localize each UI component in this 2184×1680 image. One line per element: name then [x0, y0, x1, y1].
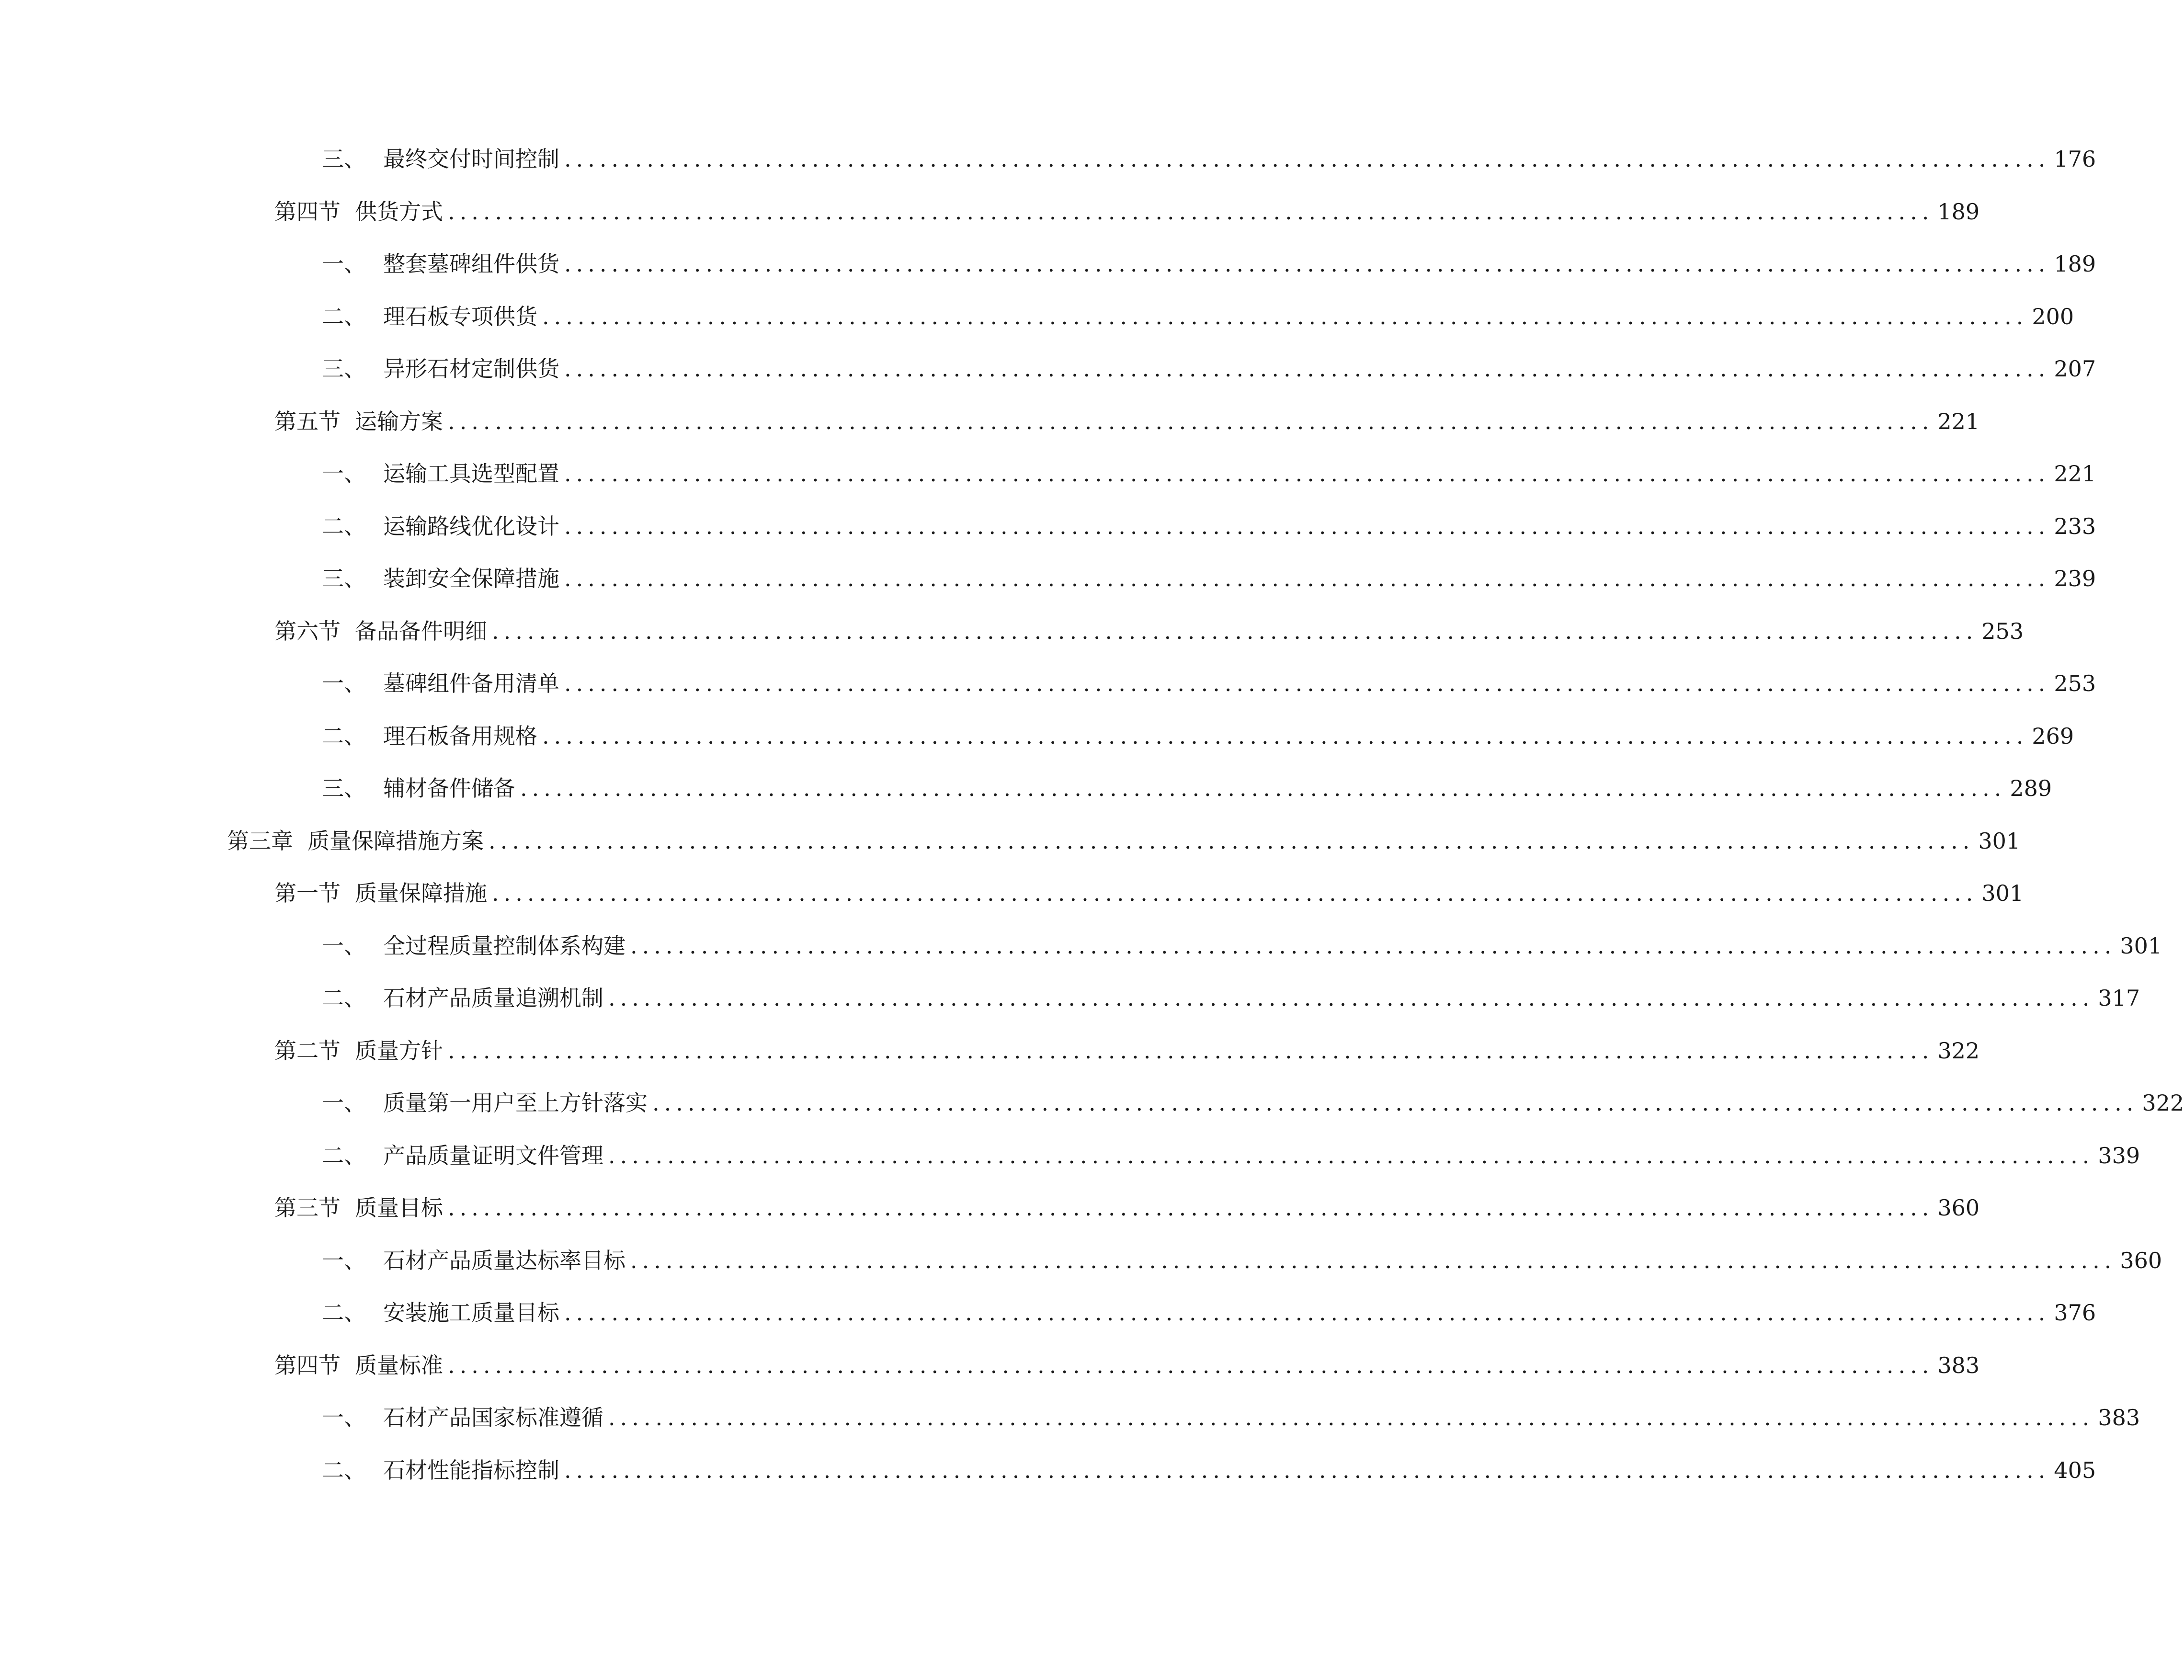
toc-entry-page: 269 — [2032, 723, 2074, 749]
toc-entry[interactable] — [322, 352, 2096, 386]
toc-dot-leader: .............................................................................................................................. — [564, 251, 2050, 277]
toc-entry[interactable] — [322, 457, 2096, 490]
toc-entry-prefix: 一、 — [322, 251, 366, 277]
toc-entry-prefix: 二、 — [322, 723, 366, 749]
toc-dot-leader: .............................................................................................................................. — [520, 775, 2006, 801]
toc-entry-title: 备品备件明细 — [355, 618, 487, 644]
toc-dot-leader: .............................................................................................................................. — [608, 1143, 2094, 1169]
toc-entry-page: 189 — [1937, 199, 1980, 225]
toc-entry-page: 233 — [2054, 513, 2096, 539]
toc-entry-page: 339 — [2098, 1143, 2140, 1169]
toc-entry[interactable] — [274, 1034, 1980, 1067]
toc-entry[interactable] — [322, 1453, 2096, 1487]
toc-entry-prefix: 第四节 — [274, 1352, 341, 1378]
toc-entry-page: 176 — [2054, 146, 2096, 172]
toc-entry-prefix: 第六节 — [274, 618, 341, 644]
toc-entry-prefix: 三、 — [322, 775, 366, 801]
toc-entry-title: 墓碑组件备用清单 — [383, 670, 559, 696]
toc-entry-page: 289 — [2010, 775, 2052, 801]
toc-entry[interactable] — [322, 1296, 2096, 1329]
toc-entry-prefix: 一、 — [322, 461, 366, 487]
toc-entry-prefix: 第二节 — [274, 1038, 341, 1064]
toc-entry[interactable] — [322, 772, 2052, 805]
toc-dot-leader: .............................................................................................................................. — [564, 566, 2050, 591]
toc-entry-title: 装卸安全保障措施 — [383, 566, 559, 591]
toc-dot-leader: .............................................................................................................................. — [542, 723, 2028, 749]
toc-entry-title: 质量目标 — [355, 1195, 443, 1221]
toc-dot-leader: .............................................................................................................................. — [448, 1038, 1934, 1064]
toc-entry-prefix: 第五节 — [274, 409, 341, 434]
toc-dot-leader: .............................................................................................................................. — [652, 1090, 2138, 1116]
toc-entry-title: 石材性能指标控制 — [383, 1457, 559, 1483]
toc-dot-leader: .............................................................................................................................. — [608, 1405, 2094, 1430]
toc-entry-page: 200 — [2032, 304, 2074, 329]
toc-entry-page: 301 — [2120, 933, 2162, 959]
toc-entry-page: 221 — [2054, 461, 2096, 487]
toc-entry-prefix: 第三章 — [227, 828, 293, 854]
toc-entry[interactable] — [322, 1086, 2184, 1120]
toc-entry[interactable] — [274, 1349, 1980, 1382]
toc-entry-title: 异形石材定制供货 — [383, 356, 559, 382]
toc-entry-prefix: 一、 — [322, 1405, 366, 1430]
toc-entry[interactable] — [322, 300, 2074, 333]
toc-entry-title: 供货方式 — [355, 199, 443, 225]
toc-entry[interactable] — [322, 1139, 2140, 1172]
toc-entry[interactable] — [322, 667, 2096, 700]
toc-entry-title: 整套墓碑组件供货 — [383, 251, 559, 277]
toc-entry-title: 质量方针 — [355, 1038, 443, 1064]
toc-entry-prefix: 二、 — [322, 1300, 366, 1326]
toc-entry-title: 运输路线优化设计 — [383, 513, 559, 539]
toc-entry-prefix: 一、 — [322, 933, 366, 959]
toc-entry[interactable] — [274, 614, 2024, 648]
toc-entry-page: 383 — [2098, 1405, 2140, 1430]
toc-entry-prefix: 一、 — [322, 1248, 366, 1273]
toc-entry-prefix: 第三节 — [274, 1195, 341, 1221]
toc-entry-page: 253 — [1981, 618, 2024, 644]
toc-dot-leader: .............................................................................................................................. — [564, 461, 2050, 487]
toc-dot-leader: .............................................................................................................................. — [448, 1352, 1934, 1378]
toc-dot-leader: .............................................................................................................................. — [630, 933, 2116, 959]
toc-entry-prefix: 二、 — [322, 304, 366, 329]
toc-entry-title: 质量保障措施方案 — [307, 828, 484, 854]
toc-entry[interactable] — [322, 1401, 2140, 1434]
toc-entry[interactable] — [322, 247, 2096, 281]
toc-entry-page: 322 — [1937, 1038, 1980, 1064]
toc-entry-title: 质量第一用户至上方针落实 — [383, 1090, 648, 1116]
toc-entry-prefix: 一、 — [322, 670, 366, 696]
toc-entry[interactable] — [322, 929, 2162, 963]
toc-dot-leader: .............................................................................................................................. — [542, 304, 2028, 329]
toc-entry-prefix: 二、 — [322, 1143, 366, 1169]
toc-entry-title: 质量标准 — [355, 1352, 443, 1378]
toc-entry[interactable] — [274, 876, 2024, 910]
toc-entry-prefix: 二、 — [322, 1457, 366, 1483]
toc-entry[interactable] — [274, 195, 1980, 228]
toc-entry-title: 运输方案 — [355, 409, 443, 434]
toc-dot-leader: .............................................................................................................................. — [608, 985, 2094, 1011]
toc-entry-page: 221 — [1937, 409, 1980, 434]
toc-entry-page: 322 — [2142, 1090, 2184, 1116]
toc-entry-page: 239 — [2054, 566, 2096, 591]
toc-entry-prefix: 第一节 — [274, 880, 341, 906]
toc-entry-title: 全过程质量控制体系构建 — [383, 933, 626, 959]
toc-entry-page: 317 — [2098, 985, 2140, 1011]
toc-entry-page: 405 — [2054, 1457, 2096, 1483]
toc-dot-leader: .............................................................................................................................. — [564, 1300, 2050, 1326]
toc-entry[interactable] — [322, 981, 2140, 1015]
toc-dot-leader: .............................................................................................................................. — [564, 146, 2050, 172]
toc-entry-page: 253 — [2054, 670, 2096, 696]
toc-entry[interactable] — [322, 1244, 2162, 1277]
toc-dot-leader: .............................................................................................................................. — [448, 199, 1934, 225]
toc-entry-page: 301 — [1978, 828, 2021, 854]
toc-entry-prefix: 二、 — [322, 513, 366, 539]
toc-entry-title: 石材产品质量达标率目标 — [383, 1248, 626, 1273]
toc-dot-leader: .............................................................................................................................. — [492, 618, 1978, 644]
toc-dot-leader: .............................................................................................................................. — [564, 670, 2050, 696]
toc-entry-page: 360 — [1937, 1195, 1980, 1221]
toc-entry-title: 石材产品国家标准遵循 — [383, 1405, 603, 1430]
toc-entry[interactable] — [274, 405, 1980, 438]
toc-dot-leader: .............................................................................................................................. — [564, 356, 2050, 382]
toc-entry-title: 运输工具选型配置 — [383, 461, 559, 487]
toc-entry-title: 质量保障措施 — [355, 880, 487, 906]
toc-entry-page: 207 — [2054, 356, 2096, 382]
toc-entry-title: 最终交付时间控制 — [383, 146, 559, 172]
toc-entry[interactable] — [274, 1191, 1980, 1225]
toc-dot-leader: .............................................................................................................................. — [489, 828, 1975, 854]
toc-entry[interactable] — [322, 142, 2096, 176]
toc-entry[interactable] — [322, 562, 2096, 595]
toc-entry-page: 383 — [1937, 1352, 1980, 1378]
toc-entry-prefix: 二、 — [322, 985, 366, 1011]
toc-dot-leader: .............................................................................................................................. — [448, 409, 1934, 434]
toc-entry-page: 376 — [2054, 1300, 2096, 1326]
toc-entry-prefix: 三、 — [322, 146, 366, 172]
toc-entry-prefix: 一、 — [322, 1090, 366, 1116]
toc-dot-leader: .............................................................................................................................. — [630, 1248, 2116, 1273]
toc-entry-title: 石材产品质量追溯机制 — [383, 985, 603, 1011]
toc-dot-leader: .............................................................................................................................. — [448, 1195, 1934, 1221]
toc-entry[interactable] — [322, 510, 2096, 543]
toc-entry[interactable] — [227, 824, 2021, 858]
toc-dot-leader: .............................................................................................................................. — [564, 513, 2050, 539]
toc-dot-leader: .............................................................................................................................. — [492, 880, 1978, 906]
toc-entry-page: 301 — [1981, 880, 2024, 906]
toc-entry-title: 理石板备用规格 — [383, 723, 537, 749]
toc-entry-page: 189 — [2054, 251, 2096, 277]
toc-entry-prefix: 三、 — [322, 356, 366, 382]
toc-entry-prefix: 第四节 — [274, 199, 341, 225]
toc-entry[interactable] — [322, 719, 2074, 753]
toc-entry-title: 理石板专项供货 — [383, 304, 537, 329]
toc-dot-leader: .............................................................................................................................. — [564, 1457, 2050, 1483]
toc-entry-title: 安装施工质量目标 — [383, 1300, 559, 1326]
toc-entry-prefix: 三、 — [322, 566, 366, 591]
toc-entry-page: 360 — [2120, 1248, 2162, 1273]
toc-entry-title: 产品质量证明文件管理 — [383, 1143, 603, 1169]
toc-entry-title: 辅材备件储备 — [383, 775, 515, 801]
